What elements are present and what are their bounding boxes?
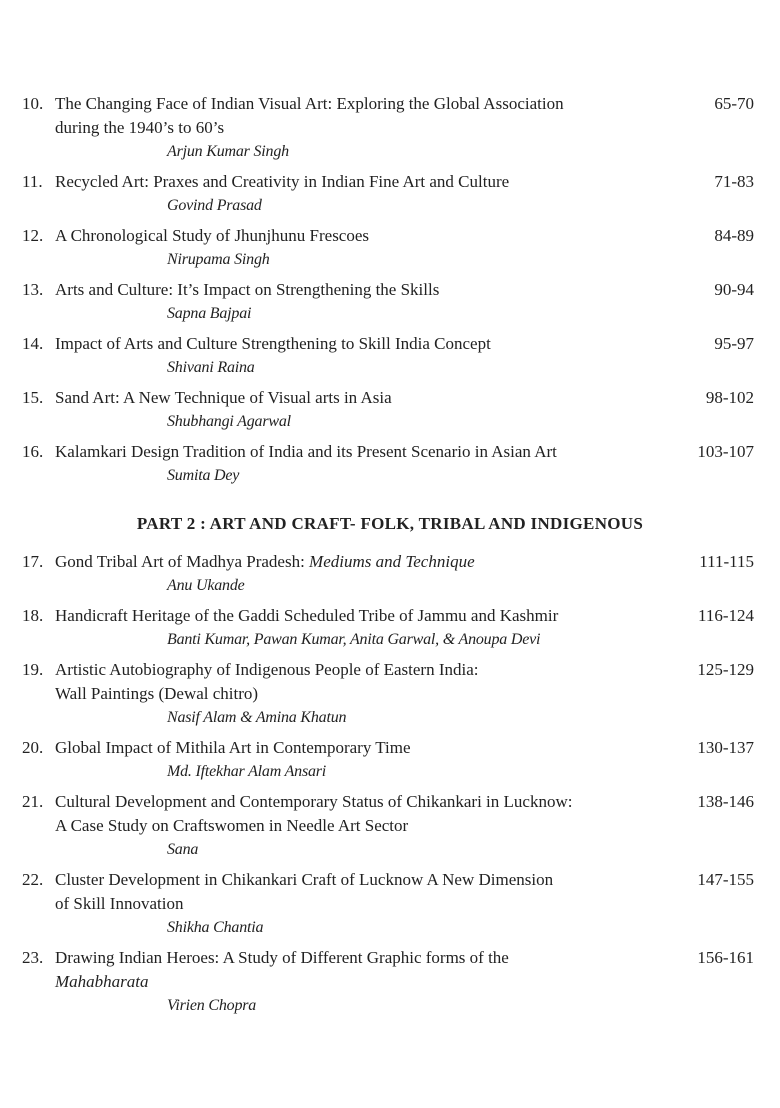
entry-author: Nirupama Singh [167, 251, 270, 268]
entry-number: 17. [22, 552, 44, 571]
entry-author: Govind Prasad [167, 197, 262, 214]
toc-entry-10[interactable] [0, 92, 780, 164]
entry-pages: 90-94 [714, 280, 754, 299]
toc-entry-19[interactable] [0, 658, 780, 730]
toc-entry-11[interactable] [0, 170, 780, 218]
toc-entry-15[interactable] [0, 386, 780, 434]
entry-author: Banti Kumar, Pawan Kumar, Anita Garwal, & Anoupa Devi [167, 631, 541, 648]
toc-entry-16[interactable] [0, 440, 780, 488]
entry-pages: 84-89 [714, 226, 754, 245]
entry-pages: 98-102 [705, 388, 754, 407]
entry-pages: 103-107 [697, 442, 754, 461]
entry-number: 18. [22, 606, 44, 625]
toc-entry-13[interactable] [0, 278, 780, 326]
entry-title: Cluster Development in Chikankari Craft of Lucknow A New Dimension of Skill Innovation [55, 870, 554, 913]
entry-number: 15. [22, 388, 44, 407]
entry-title: Cultural Development and Contemporary Status of Chikankari in Lucknow: A Case Study on Craftswomen in Needle Art Sector [55, 792, 573, 835]
entry-title: Drawing Indian Heroes: A Study of Different Graphic forms of the Mahabharata [55, 948, 509, 991]
entry-number: 22. [22, 870, 44, 889]
part-2-heading: PART 2 : ART AND CRAFT- FOLK, TRIBAL AND INDIGENOUS [136, 514, 644, 533]
entry-number: 10. [22, 94, 44, 113]
entry-title: Sand Art: A New Technique of Visual arts in Asia [55, 388, 392, 407]
entry-number: 19. [22, 660, 44, 679]
entry-author: Shubhangi Agarwal [167, 413, 291, 430]
entry-author: Sana [167, 841, 199, 858]
entry-number: 20. [22, 738, 44, 757]
entry-pages: 125-129 [697, 660, 754, 679]
contents-list-part2 [0, 550, 780, 1018]
entry-number: 16. [22, 442, 44, 461]
entry-title: The Changing Face of Indian Visual Art: Exploring the Global Association during the 1940’s to 60’s [55, 94, 564, 137]
entry-number: 12. [22, 226, 44, 245]
entry-number: 13. [22, 280, 44, 299]
entry-title: Recycled Art: Praxes and Creativity in Indian Fine Art and Culture [55, 172, 510, 191]
entry-number: 23. [22, 948, 44, 967]
entry-pages: 111-115 [699, 552, 754, 571]
entry-author: Sapna Bajpai [167, 305, 252, 322]
entry-title: Kalamkari Design Tradition of India and its Present Scenario in Asian Art [55, 442, 557, 461]
entry-title: Impact of Arts and Culture Strengthening to Skill India Concept [55, 334, 491, 353]
toc-entry-17[interactable] [0, 550, 780, 598]
entry-pages: 147-155 [697, 870, 754, 889]
toc-entry-20[interactable] [0, 736, 780, 784]
entry-pages: 138-146 [697, 792, 754, 811]
entry-author: Nasif Alam & Amina Khatun [167, 709, 347, 726]
entry-author: Virien Chopra [167, 997, 257, 1014]
entry-number: 14. [22, 334, 44, 353]
toc-entry-18[interactable] [0, 604, 780, 652]
entry-author: Anu Ukande [167, 577, 245, 594]
toc-entry-12[interactable] [0, 224, 780, 272]
entry-author: Shikha Chantia [167, 919, 264, 936]
entry-title: Gond Tribal Art of Madhya Pradesh: Mediums and Technique [55, 552, 475, 571]
entry-number: 11. [22, 172, 43, 191]
entry-number: 21. [22, 792, 44, 811]
entry-author: Arjun Kumar Singh [167, 143, 289, 160]
entry-title: Global Impact of Mithila Art in Contemporary Time [55, 738, 411, 757]
entry-pages: 95-97 [714, 334, 754, 353]
entry-author: Sumita Dey [167, 467, 240, 484]
toc-entry-14[interactable] [0, 332, 780, 380]
entry-title: Handicraft Heritage of the Gaddi Scheduled Tribe of Jammu and Kashmir [55, 606, 559, 625]
entry-pages: 65-70 [714, 94, 754, 113]
entry-title: Arts and Culture: It’s Impact on Strengthening the Skills [55, 280, 440, 299]
entry-author: Md. Iftekhar Alam Ansari [167, 763, 327, 780]
contents-list-part1 [0, 92, 780, 488]
entry-pages: 130-137 [697, 738, 754, 757]
toc-entry-22[interactable] [0, 868, 780, 940]
entry-pages: 156-161 [697, 948, 754, 967]
toc-entry-23[interactable] [0, 946, 780, 1018]
entry-title: Artistic Autobiography of Indigenous People of Eastern India: Wall Paintings (Dewal chitro) [55, 660, 479, 703]
toc-entry-21[interactable] [0, 790, 780, 862]
entry-title: A Chronological Study of Jhunjhunu Frescoes [55, 226, 370, 245]
entry-pages: 116-124 [697, 606, 754, 625]
entry-pages: 71-83 [714, 172, 754, 191]
entry-author: Shivani Raina [167, 359, 255, 376]
